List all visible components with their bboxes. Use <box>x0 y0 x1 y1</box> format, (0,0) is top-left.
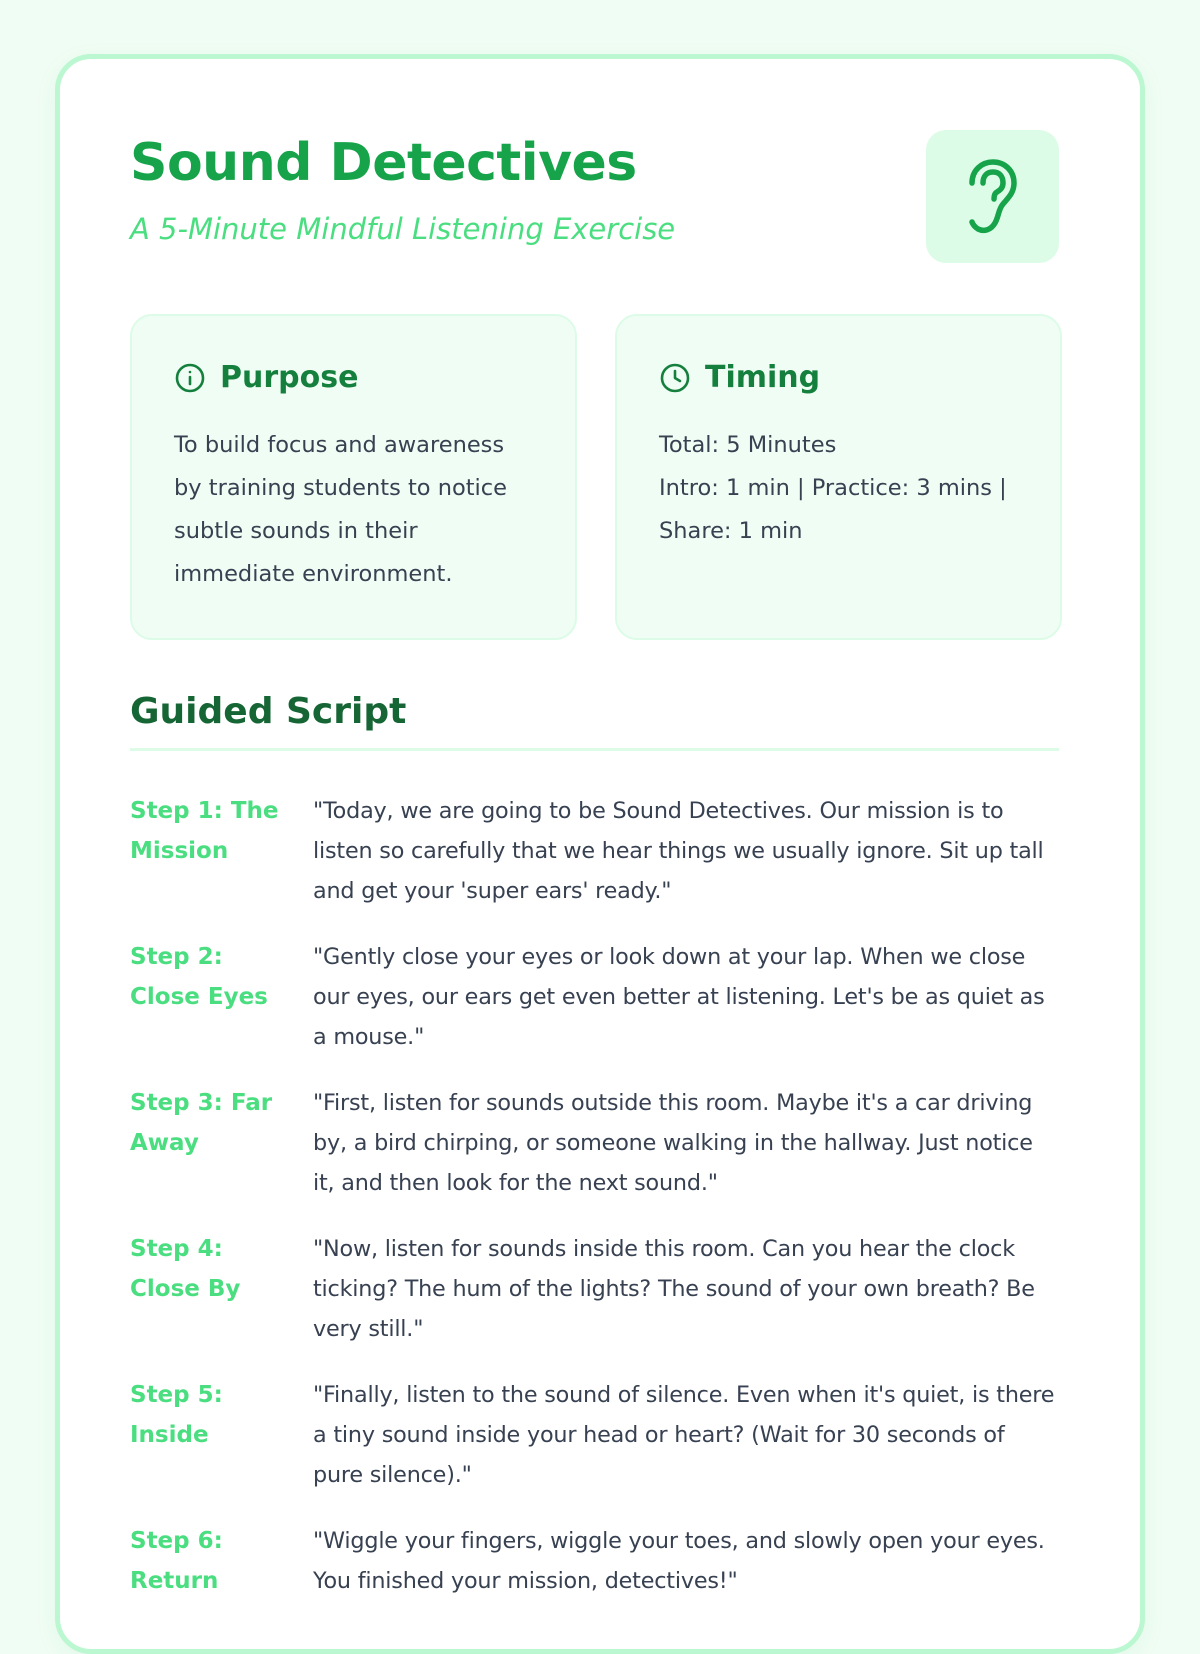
step-label: Step 2: Close Eyes <box>130 944 268 1010</box>
script-step <box>130 791 1059 911</box>
step-text: "Now, listen for sounds inside this room. Can you hear the clock ticking? The hum of the lights? The sound of your own breath? Be very still." <box>313 1236 1035 1342</box>
timing-share: Share: 1 min <box>659 518 803 544</box>
step-label: Step 4: Close By <box>130 1236 241 1302</box>
step-text: "Gently close your eyes or look down at your lap. When we close our eyes, our ears get even better at listening. Let's be as quiet as a mouse." <box>313 944 1045 1050</box>
timing-header <box>659 358 820 398</box>
script-step <box>130 1375 1059 1495</box>
page-title: Sound Detectives <box>130 133 637 193</box>
purpose-text <box>174 424 549 596</box>
ear-icon-badge <box>926 130 1059 263</box>
timing-card <box>615 314 1062 640</box>
script-step <box>130 1083 1059 1203</box>
timing-heading: Timing <box>705 360 821 395</box>
info-icon <box>174 362 206 394</box>
step-label: Step 6: Return <box>130 1528 223 1594</box>
page-subtitle: A 5-Minute Mindful Listening Exercise <box>130 212 676 246</box>
step-label: Step 3: Far Away <box>130 1090 273 1156</box>
purpose-line: immediate environment. <box>174 561 453 587</box>
step-text: "Finally, listen to the sound of silence. Even when it's quiet, is there a tiny sound inside your head or heart? (Wait for 30 seconds of pure silence)." <box>313 1382 1055 1488</box>
clock-icon <box>659 362 691 394</box>
timing-text <box>659 424 1034 553</box>
step-text: "Today, we are going to be Sound Detectives. Our mission is to listen so carefully that we hear things we usually ignore. Sit up tall and get your 'super ears' ready." <box>313 798 1044 904</box>
purpose-line: subtle sounds in their <box>174 518 418 544</box>
script-step <box>130 1229 1059 1349</box>
purpose-header <box>174 358 358 398</box>
step-text: "First, listen for sounds outside this room. Maybe it's a car driving by, a bird chirping, or someone walking in the hallway. Just notice it, and then look for the next sound." <box>313 1090 1033 1196</box>
purpose-line: by training students to notice <box>174 475 508 501</box>
script-step <box>130 937 1059 1057</box>
section-heading-guided-script: Guided Script <box>130 691 407 732</box>
step-label: Step 1: The Mission <box>130 798 279 864</box>
timing-total: Total: 5 Minutes <box>659 432 837 458</box>
script-step <box>130 1521 1059 1601</box>
step-text: "Wiggle your fingers, wiggle your toes, and slowly open your eyes. You finished your mission, detectives!" <box>313 1528 1045 1594</box>
purpose-card <box>130 314 577 640</box>
timing-breakdown: Intro: 1 min | Practice: 3 mins | <box>659 475 1007 501</box>
section-divider <box>130 748 1059 751</box>
script-steps <box>130 791 1059 1627</box>
step-label: Step 5: Inside <box>130 1382 223 1448</box>
lesson-card <box>55 54 1145 1654</box>
purpose-line: To build focus and awareness <box>174 432 505 458</box>
purpose-heading: Purpose <box>220 360 359 395</box>
ear-icon <box>963 159 1023 235</box>
